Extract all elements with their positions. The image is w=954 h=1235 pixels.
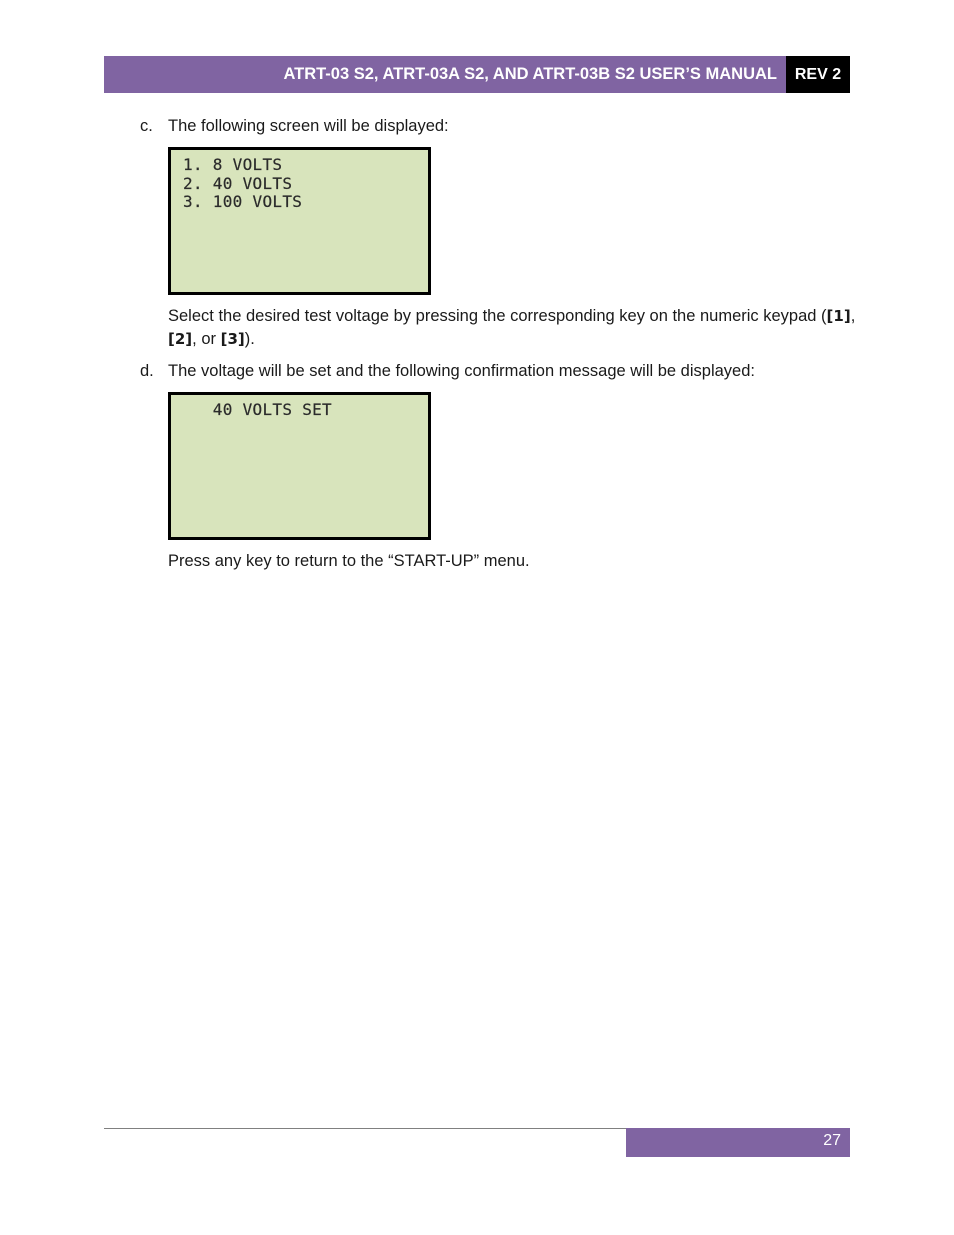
footer-divider: [104, 1128, 626, 1129]
step-d-marker: d.: [140, 362, 154, 380]
page-number: 27: [626, 1128, 850, 1157]
step-c-text: The following screen will be displayed:: [168, 117, 449, 135]
key-3-label: [3]: [220, 330, 245, 348]
instruction-text: Select the desired test voltage by pressing the corresponding key on the numeric keypad (: [168, 307, 827, 325]
lcd-line: 1. 8 VOLTS: [183, 155, 283, 174]
instruction-end: ).: [244, 330, 255, 348]
lcd-line: 2. 40 VOLTS: [183, 173, 293, 193]
step-c-instruction: [168, 305, 858, 351]
step-c-marker: c.: [140, 117, 153, 135]
separator-text: , or: [192, 330, 221, 348]
step-c: [140, 115, 449, 137]
separator-text: ,: [850, 307, 856, 325]
page-header: [104, 56, 850, 93]
lcd-line: 40 VOLTS SET: [183, 400, 332, 419]
step-d-instruction: Press any key to return to the “START-UP” menu.: [168, 552, 530, 570]
header-revision: REV 2: [786, 56, 850, 93]
lcd-line: 3. 100 VOLTS: [183, 192, 303, 211]
key-1-label: [1]: [826, 307, 851, 325]
lcd-screen-confirmation: [168, 392, 431, 540]
lcd-screen-voltage-menu: [168, 147, 431, 295]
step-d: [140, 360, 755, 382]
header-title: ATRT-03 S2, ATRT-03A S2, AND ATRT-03B S2 USER’S MANUAL: [283, 65, 777, 83]
key-2-label: [2]: [168, 330, 193, 348]
step-d-text: The voltage will be set and the following confirmation message will be displayed:: [168, 362, 755, 380]
